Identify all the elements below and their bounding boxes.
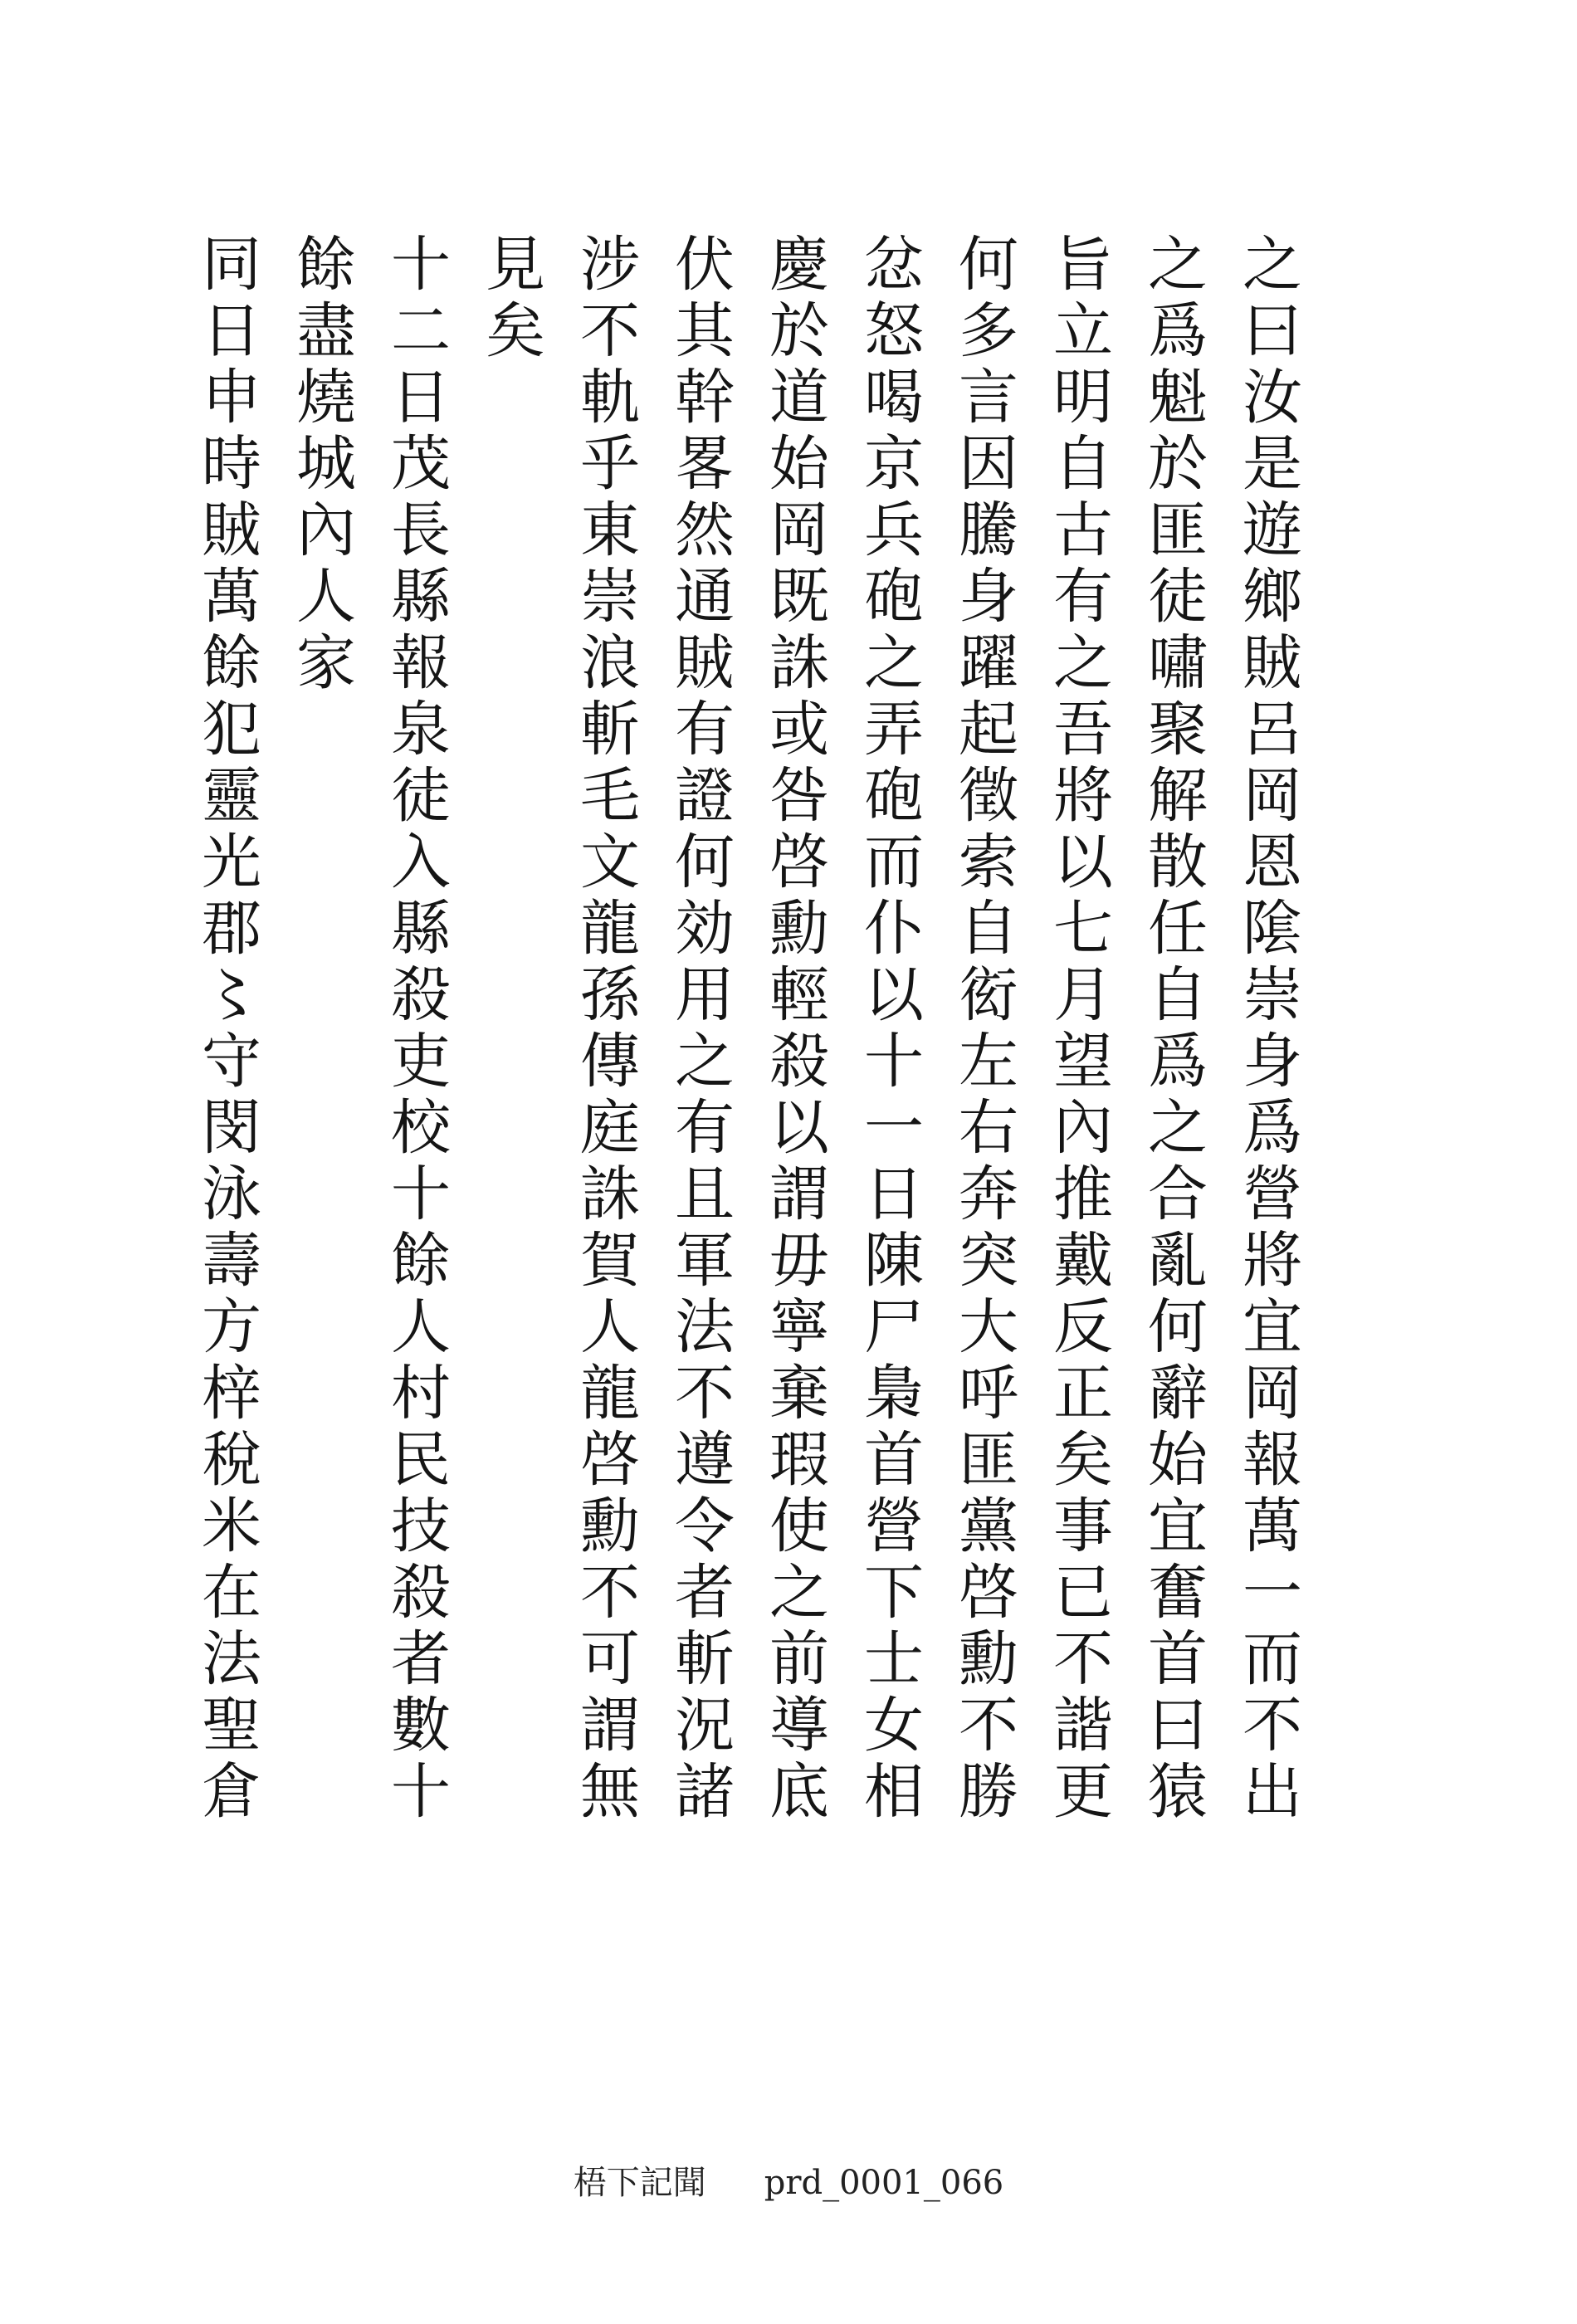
- text-column-5: 忿怒喝京兵砲之弄砲而仆以十一日陳尸梟首營下士女相: [854, 232, 924, 1826]
- page-identifier: prd_0001_066: [764, 2164, 1004, 2202]
- text-column-12: 同日申時賊萬餘犯靈光郡〻守閔泳壽方梓稅米在法聖倉: [192, 232, 261, 1826]
- text-column-11: 餘盡燒城內人家: [286, 232, 356, 697]
- text-column-2: 之爲魁於匪徒嘯聚解散任自爲之合亂何辭始宜奮首曰猿: [1138, 232, 1208, 1826]
- text-column-3: 旨立明自古有之吾將以七月望內推戴反正矣事已不諧更: [1043, 232, 1113, 1826]
- book-title: 梧下記聞: [573, 2164, 706, 2202]
- text-column-10: 十二日茂長縣報泉徒入縣殺吏校十餘人村民技殺者數十: [381, 232, 451, 1826]
- text-column-1: 之曰汝是遊鄉賊呂岡恩隂崇身爲營將宜岡報萬一而不出: [1233, 232, 1302, 1826]
- text-column-6: 慶於道始岡既誅或咎啓勳輕殺以謂毋寧棄瑕使之前導底: [759, 232, 829, 1826]
- text-column-7: 伏其幹畧然通賊有證何効用之有且軍法不遵令者斬況諸: [665, 232, 735, 1826]
- text-column-4: 何多言因騰身躍起徵索自衒左右奔突大呼匪黨啓勳不勝: [949, 232, 1018, 1826]
- text-column-9: 見矣: [476, 232, 545, 365]
- text-column-8: 涉不軌乎東崇浪斬毛文龍孫傳庭誅賀人龍啓勳不可謂無: [570, 232, 640, 1826]
- vertical-text-block: [191, 232, 1303, 1876]
- page-footer: [0, 2156, 1577, 2204]
